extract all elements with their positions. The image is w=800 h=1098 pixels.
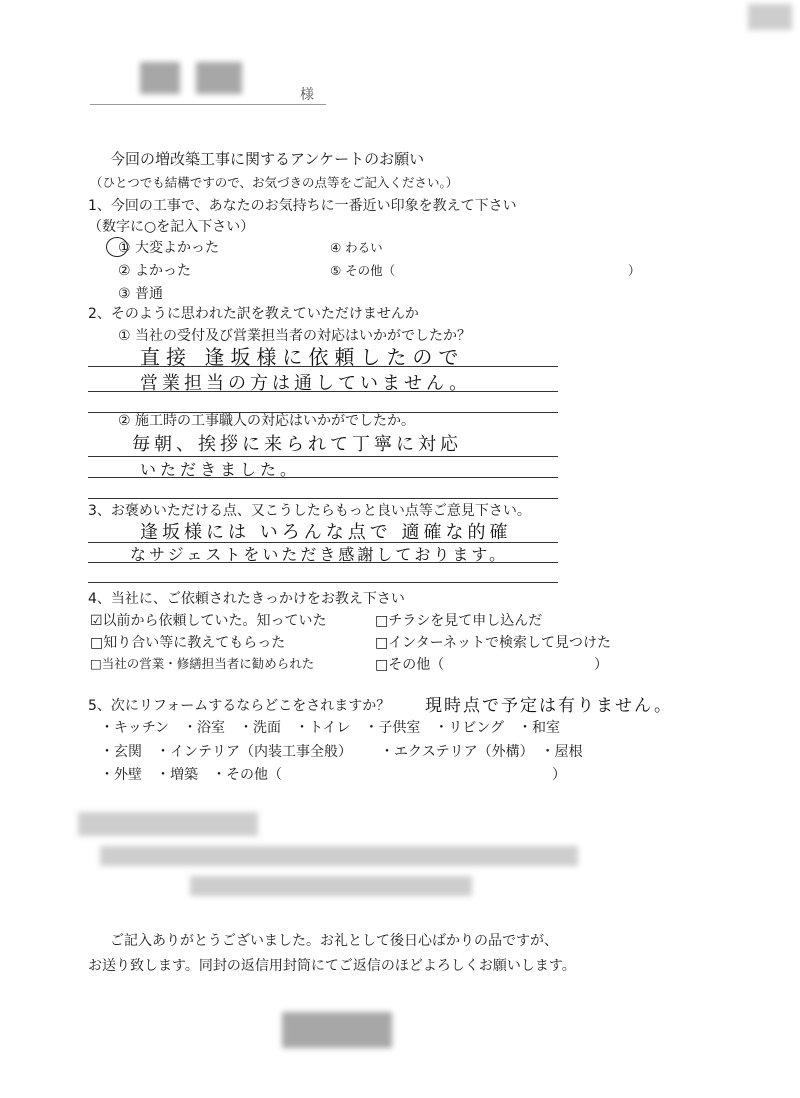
q1-option-3: ③ 普通 <box>118 286 164 302</box>
q5-options-row1: ・キッチン ・浴室 ・洗面 ・トイレ ・子供室 ・リビング ・和室 <box>100 720 561 736</box>
q2-question: 2、そのように思われた訳を教えていただけませんか <box>88 306 419 322</box>
q1-question: 1、今回の工事で、あなたのお気持ちに一番近い印象を教えて下さい <box>88 198 517 214</box>
q2-answer1-line1: 直接 逢坂様に依頼したので <box>140 345 465 369</box>
q4-option-6-close: ） <box>594 657 608 673</box>
q4-option-3: □知り合い等に教えてもらった <box>90 635 286 651</box>
intro-text: （ひとつでも結構ですので、お気づきの点等をご記入ください。） <box>90 175 459 190</box>
redacted-customer-name-2 <box>196 62 242 94</box>
q1-option-1: ① 大変よかった <box>118 240 220 256</box>
redacted-block-2 <box>100 846 578 866</box>
redacted-corner-mark <box>748 4 792 30</box>
q1-option-5-close: ） <box>628 263 641 278</box>
q1-option-2: ② よかった <box>118 263 192 279</box>
q2-sub2: ② 施工時の工事職人の対応はいかがでしたか。 <box>118 413 415 429</box>
closing-line-1: ご記入ありがとうございました。お礼として後日心ばかりの品ですが、 <box>110 933 558 949</box>
q4-option-5: □当社の営業・修繕担当者に勧められた <box>90 656 315 671</box>
q3-answer-line1: 逢坂様には いろんな点で 適確な的確 <box>140 522 512 543</box>
redacted-block-3 <box>190 876 472 896</box>
q4-option-1: ☑以前から依頼していた。知っていた <box>90 613 327 629</box>
q1-option-4: ④ わるい <box>330 240 383 255</box>
q2-sub1: ① 当社の受付及び営業担当者の対応はいかがでしたか？ <box>118 328 471 344</box>
answer-line <box>88 498 558 499</box>
q4-option-4: □インターネットで検索して見つけた <box>375 635 611 651</box>
redacted-signature <box>282 1012 392 1048</box>
q2-answer1-line2: 営業担当の方は通していません。 <box>140 373 472 394</box>
q5-options-row2a: ・玄関 ・インテリア（内装工事全般） <box>100 744 352 760</box>
q4-question: 4、当社に、ご依頼されたきっかけをお教え下さい <box>88 591 405 607</box>
q4-option-2: □チラシを見て申し込んだ <box>375 613 543 629</box>
q2-answer2-line1: 毎朝、挨拶に来られて丁寧に対応 <box>132 434 462 455</box>
honorific: 様 <box>300 87 314 103</box>
q5-question: 5、次にリフォームするならどこをされますか？ <box>88 698 391 714</box>
q1-option-5: ⑤ その他（ <box>330 263 396 278</box>
q4-option-6: □その他（ <box>375 657 445 673</box>
answer-line <box>88 562 558 563</box>
q1-note: （数字に○を記入下さい） <box>88 219 255 235</box>
q3-answer-line2: なサジェストをいただき感謝しております。 <box>130 545 509 564</box>
q5-options-row3-close: ） <box>552 767 566 783</box>
q5-options-row2b: ・エクステリア（外構） ・屋根 <box>380 744 583 760</box>
redacted-block-1 <box>78 812 258 836</box>
name-underline <box>90 104 326 105</box>
answer-line <box>88 391 558 392</box>
q5-options-row3: ・外壁 ・増築 ・その他（ <box>100 767 282 783</box>
answer-line <box>88 477 558 478</box>
closing-line-2: お送り致します。同封の返信用封筒にてご返信のほどよろしくお願いします。 <box>88 958 576 974</box>
answer-line <box>88 582 558 583</box>
q5-handwritten-answer: 現時点で予定は有りません。 <box>425 696 674 716</box>
q3-question: 3、お褒めいただける点、又こうしたらもっと良い点等ご意見下さい。 <box>88 503 531 519</box>
redacted-customer-name <box>140 62 180 94</box>
q2-answer2-line2: いただきました。 <box>140 460 301 479</box>
answer-line <box>88 366 558 367</box>
page-title: 今回の増改築工事に関するアンケートのお願い <box>110 150 425 168</box>
